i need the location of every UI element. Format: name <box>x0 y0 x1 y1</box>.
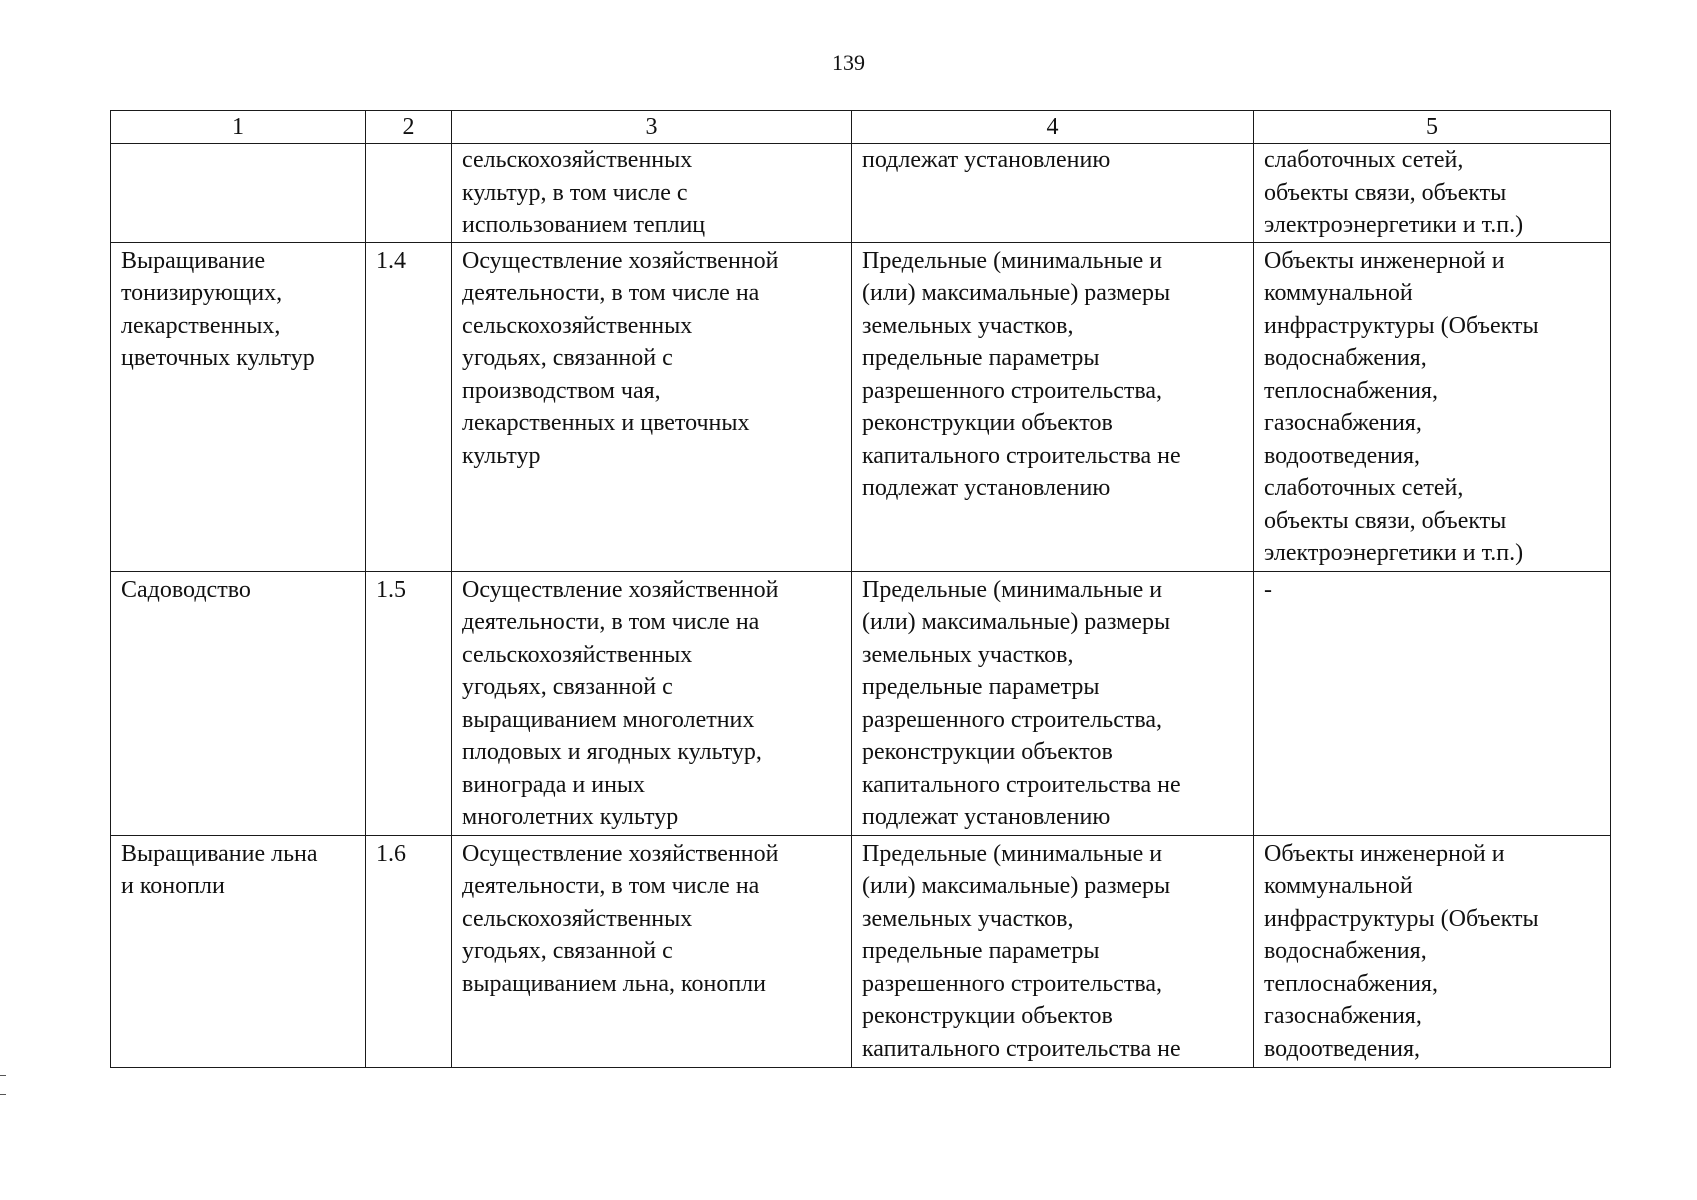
use-description-cell <box>452 835 852 1067</box>
permitted-objects-cell <box>1254 571 1611 835</box>
use-name-cell <box>111 571 366 835</box>
cell-text-line: разрешенного строительства, <box>862 377 1162 404</box>
table-row <box>111 242 1611 571</box>
cell-text-line: плодовых и ягодных культур, <box>462 739 762 765</box>
parameters-cell <box>852 835 1254 1067</box>
cell-text-line: теплоснабжения, <box>1264 377 1438 404</box>
table-row <box>111 835 1611 1067</box>
cell-text-line: лекарственных и цветочных <box>462 410 750 436</box>
cell-text-line: Предельные (минимальные и <box>862 247 1163 274</box>
cell-text-line: земельных участков, <box>862 641 1074 668</box>
parameters-cell <box>852 242 1254 571</box>
cell-text-line: газоснабжения, <box>1264 410 1422 436</box>
use-code-cell: 1.6 <box>366 835 452 1067</box>
cell-text-line: выращиванием многолетних <box>462 706 755 733</box>
cell-text-line: угодьях, связанной с <box>462 674 673 700</box>
land-use-table <box>110 110 1611 1068</box>
cell-text-line: Объекты инженерной и <box>1264 840 1505 867</box>
cell-text-line: капитального строительства не <box>862 771 1181 798</box>
cell-text-line: деятельности, в том числе на <box>462 609 760 635</box>
cell-text-line: лекарственных, <box>121 312 281 339</box>
cell-text-line: электроэнергетики и т.п.) <box>1264 540 1524 566</box>
cell-text-line: Осуществление хозяйственной <box>462 840 779 867</box>
table-header <box>111 111 1611 144</box>
cell-text-line: сельскохозяйственных <box>462 312 693 339</box>
cell-text-line: водоснабжения, <box>1264 345 1427 371</box>
cell-text-line: слаботочных сетей, <box>1264 147 1464 173</box>
cell-text-line: земельных участков, <box>862 905 1074 932</box>
cell-text-line: сельскохозяйственных <box>462 147 693 173</box>
cell-text-line: объекты связи, объекты <box>1264 507 1507 534</box>
cell-text-line: Предельные (минимальные и <box>862 576 1163 603</box>
cell-text-line: реконструкции объектов <box>862 739 1113 765</box>
permitted-objects-cell <box>1254 835 1611 1067</box>
use-description-cell <box>452 571 852 835</box>
cell-text-line: Садоводство <box>121 576 251 603</box>
cell-text-line: коммунальной <box>1264 873 1413 899</box>
cell-text-line: предельные параметры <box>862 674 1100 700</box>
column-header: 2 <box>366 111 452 144</box>
cell-text-line: объекты связи, объекты <box>1264 179 1507 206</box>
cell-text-line: Выращивание <box>121 247 266 274</box>
use-description-cell <box>452 242 852 571</box>
cell-text-line: водоснабжения, <box>1264 938 1427 964</box>
use-description-cell <box>452 144 852 243</box>
cell-text-line: реконструкции объектов <box>862 1003 1113 1029</box>
cell-text-line: предельные параметры <box>862 938 1100 964</box>
cell-text-line: выращиванием льна, конопли <box>462 970 766 997</box>
cell-text-line: Выращивание льна <box>121 840 318 867</box>
cell-text-line: использованием теплиц <box>462 212 706 238</box>
cell-text-line: капитального строительства не <box>862 1035 1181 1062</box>
cell-text-line: земельных участков, <box>862 312 1074 339</box>
cell-text-line: угодьях, связанной с <box>462 345 673 371</box>
use-code-cell: 1.4 <box>366 242 452 571</box>
cell-text-line: цветочных культур <box>121 345 315 371</box>
cell-text-line: - <box>1264 576 1272 603</box>
cell-text-line: теплоснабжения, <box>1264 970 1438 997</box>
cell-text-line: (или) максимальные) размеры <box>862 609 1171 635</box>
cell-text-line: разрешенного строительства, <box>862 970 1162 997</box>
cell-text-line: тонизирующих, <box>121 280 283 306</box>
cell-text-line: газоснабжения, <box>1264 1003 1422 1029</box>
cell-text-line: подлежат установлению <box>862 804 1111 830</box>
cell-text-line: разрешенного строительства, <box>862 706 1162 733</box>
cell-text-line: коммунальной <box>1264 280 1413 306</box>
cell-text-line: культур, в том числе с <box>462 179 688 206</box>
use-name-cell <box>111 144 366 243</box>
cell-text-line: винограда и иных <box>462 771 646 798</box>
cell-text-line: Предельные (минимальные и <box>862 840 1163 867</box>
cell-text-line: подлежат установлению <box>862 147 1111 173</box>
cell-text-line: водоотведения, <box>1264 1035 1420 1062</box>
cell-text-line: культур <box>462 442 541 469</box>
cell-text-line: Осуществление хозяйственной <box>462 576 779 603</box>
parameters-cell <box>852 144 1254 243</box>
cell-text-line: подлежат установлению <box>862 475 1111 501</box>
cell-text-line: инфраструктуры (Объекты <box>1264 312 1539 339</box>
cell-text-line: (или) максимальные) размеры <box>862 280 1171 306</box>
permitted-objects-cell <box>1254 144 1611 243</box>
cell-text-line: капитального строительства не <box>862 442 1181 469</box>
cell-text-line: (или) максимальные) размеры <box>862 873 1171 899</box>
page-number: 139 <box>832 50 865 75</box>
cell-text-line: сельскохозяйственных <box>462 641 693 668</box>
column-header: 5 <box>1254 111 1611 144</box>
cell-text-line: производством чая, <box>462 377 661 404</box>
permitted-objects-cell <box>1254 242 1611 571</box>
cell-text-line: деятельности, в том числе на <box>462 873 760 899</box>
cell-text-line: водоотведения, <box>1264 442 1420 469</box>
header-row <box>111 111 1611 144</box>
cell-text-line: слаботочных сетей, <box>1264 475 1464 501</box>
table-row <box>111 571 1611 835</box>
use-code-cell: 1.5 <box>366 571 452 835</box>
table-body <box>111 144 1611 1068</box>
parameters-cell <box>852 571 1254 835</box>
cell-text-line: Осуществление хозяйственной <box>462 247 779 274</box>
table-row <box>111 144 1611 243</box>
cell-text-line: и конопли <box>121 873 225 899</box>
cell-text-line: реконструкции объектов <box>862 410 1113 436</box>
cell-text-line: инфраструктуры (Объекты <box>1264 905 1539 932</box>
cell-text-line: электроэнергетики и т.п.) <box>1264 212 1524 238</box>
cell-text-line: многолетних культур <box>462 804 679 830</box>
use-name-cell <box>111 242 366 571</box>
column-header: 3 <box>452 111 852 144</box>
cell-text-line: деятельности, в том числе на <box>462 280 760 306</box>
cell-text-line: сельскохозяйственных <box>462 905 693 932</box>
column-header: 1 <box>111 111 366 144</box>
use-name-cell <box>111 835 366 1067</box>
column-header: 4 <box>852 111 1254 144</box>
cell-text-line: Объекты инженерной и <box>1264 247 1505 274</box>
use-code-cell <box>366 144 452 243</box>
cell-text-line: предельные параметры <box>862 345 1100 371</box>
cell-text-line: угодьях, связанной с <box>462 938 673 964</box>
scan-edge-mark <box>0 1075 6 1095</box>
